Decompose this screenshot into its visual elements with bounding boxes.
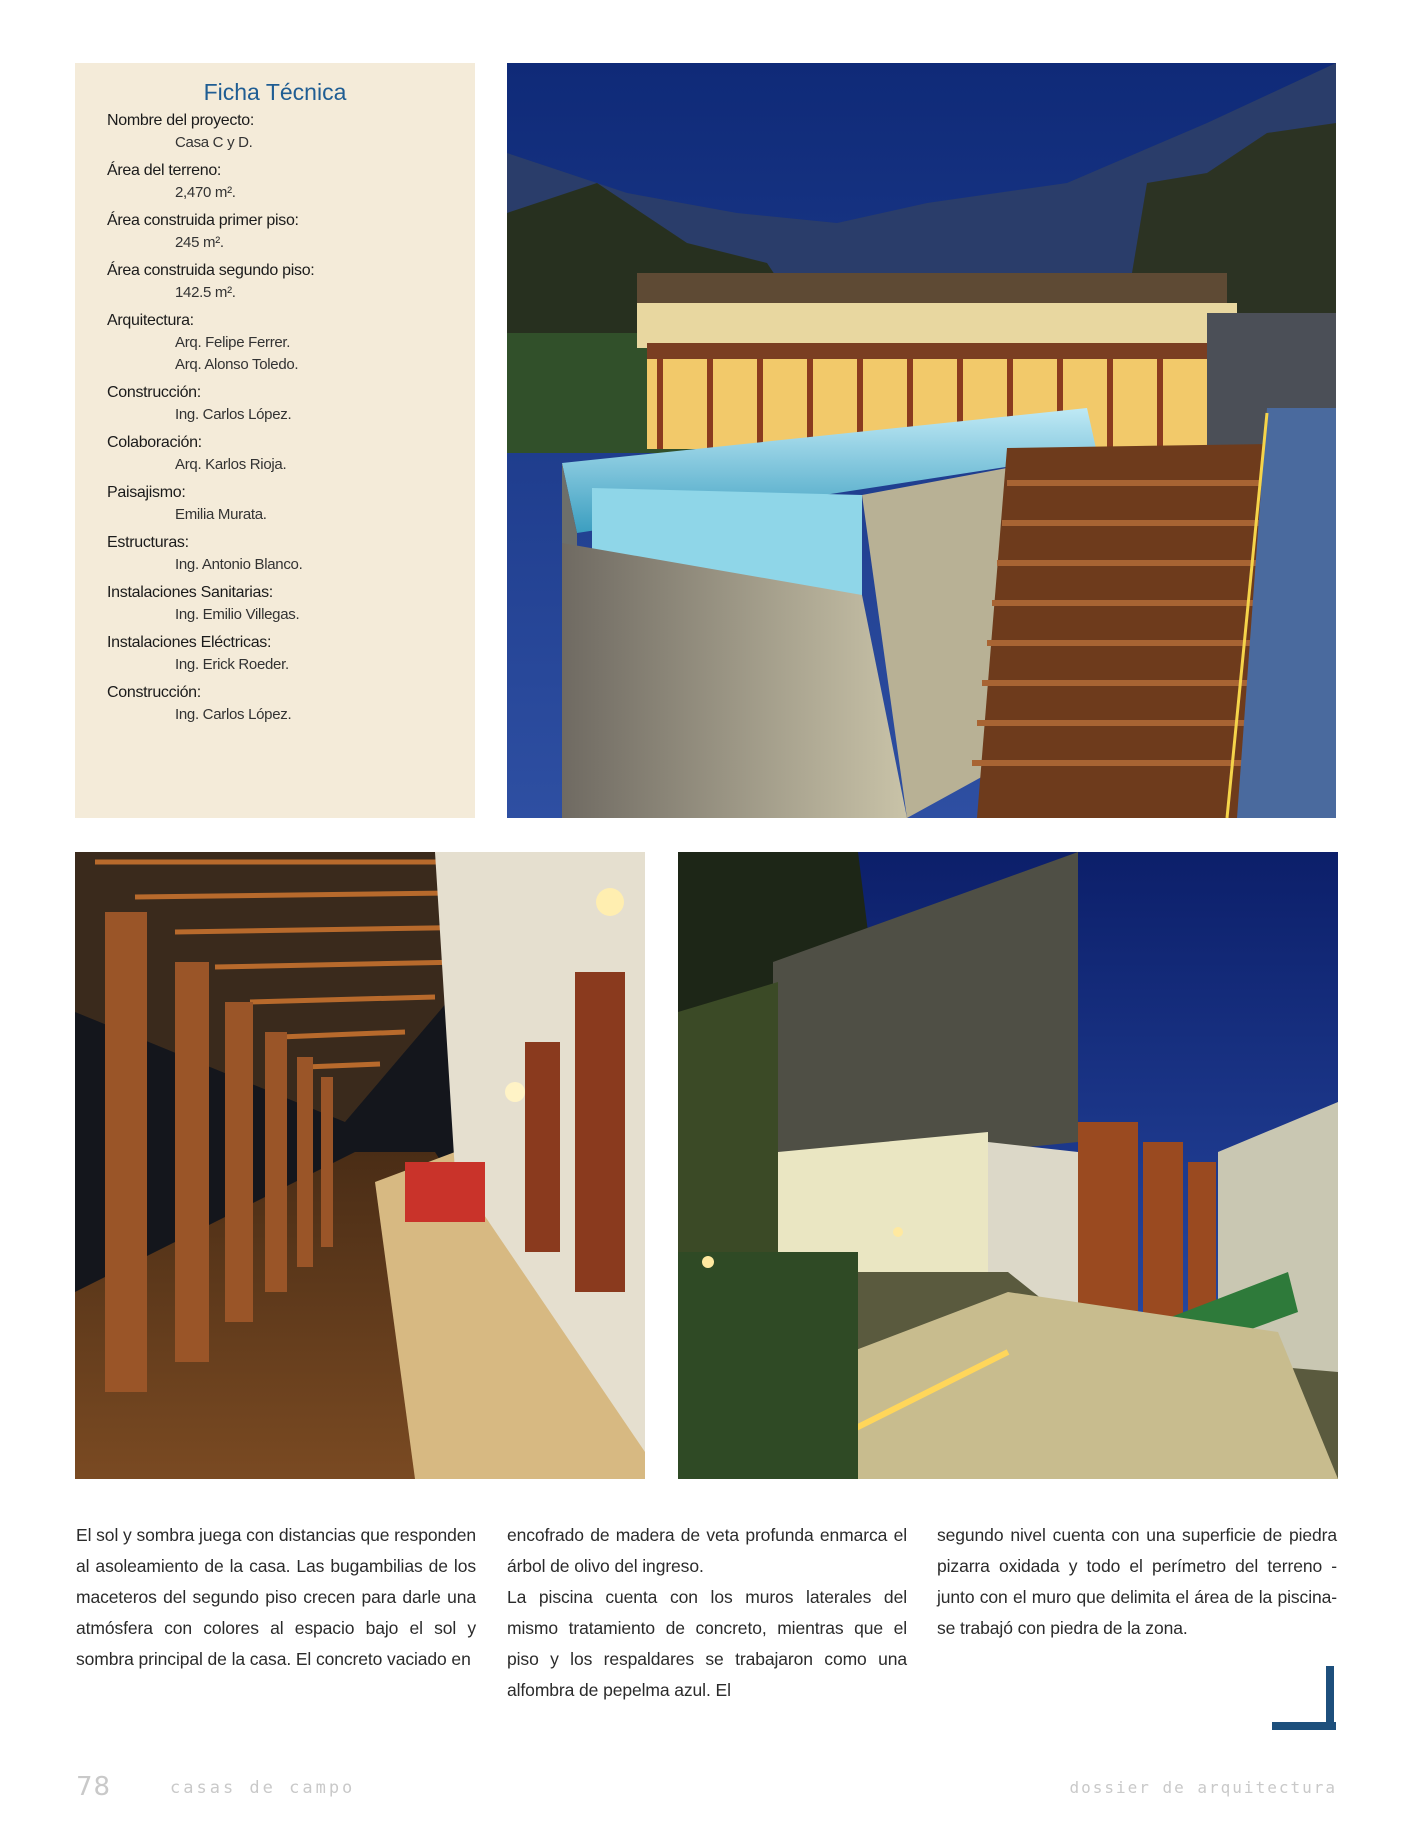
ficha-item <box>107 382 475 426</box>
ficha-item-value: Ing. Erick Roeder. <box>175 656 289 673</box>
magazine-name: casas de campo <box>170 1778 356 1798</box>
body-paragraph: La piscina cuenta con los muros laterales del mismo tratamiento de concreto, mientras que el piso y los respaldares se trabajaron como una alfombra de pepelma azul. El <box>507 1587 907 1700</box>
ficha-item-value: Ing. Antonio Blanco. <box>175 556 303 573</box>
ficha-item <box>107 482 475 526</box>
ficha-item-label: Arquitectura: <box>107 312 194 329</box>
section-name: dossier de arquitectura <box>1069 1778 1337 1797</box>
ficha-item <box>107 210 475 254</box>
ficha-item <box>107 310 475 376</box>
ficha-item <box>107 110 475 154</box>
courtyard-photo <box>678 852 1338 1479</box>
ficha-list <box>107 110 475 726</box>
ficha-item-label: Área del terreno: <box>107 162 222 179</box>
body-paragraph: segundo nivel cuenta con una superficie de piedra pizarra oxidada y todo el perímetro del terreno -junto con el muro que delimita el área de la piscina- se trabajó con piedra de la zona. <box>937 1525 1337 1638</box>
ficha-item-value: Arq. Felipe Ferrer. <box>175 334 291 351</box>
ficha-item <box>107 160 475 204</box>
ficha-tecnica-panel <box>75 63 475 818</box>
ficha-item <box>107 260 475 304</box>
ficha-item-value: Emilia Murata. <box>175 506 267 523</box>
ficha-item <box>107 532 475 576</box>
ficha-item-value: 2,470 m². <box>175 184 236 201</box>
ficha-item-value: Arq. Karlos Rioja. <box>175 456 287 473</box>
ficha-item-value: Ing. Carlos López. <box>175 706 292 723</box>
article-end-mark <box>1272 1666 1336 1730</box>
body-paragraph: encofrado de madera de veta profunda enmarca el árbol de olivo del ingreso. <box>507 1525 907 1576</box>
corridor-photo <box>75 852 645 1479</box>
body-paragraph: El sol y sombra juega con distancias que responden al asoleamiento de la casa. Las bugambilias de los maceteros del segundo piso crecen para darle una atmósfera con colores al espacio bajo el sol y sombra principal de la casa. El concreto vaciado en <box>76 1525 476 1669</box>
ficha-item-value: Arq. Alonso Toledo. <box>175 356 299 373</box>
ficha-item <box>107 582 475 626</box>
ficha-item-value: Casa C y D. <box>175 134 253 151</box>
ficha-item-value: 245 m². <box>175 234 224 251</box>
ficha-item <box>107 632 475 676</box>
ficha-title: Ficha Técnica <box>203 79 347 105</box>
body-column-2 <box>507 1520 907 1706</box>
ficha-item-label: Instalaciones Eléctricas: <box>107 634 272 651</box>
ficha-item <box>107 432 475 476</box>
ficha-item-label: Construcción: <box>107 684 201 701</box>
body-column-3 <box>937 1520 1337 1644</box>
ficha-item-value: 142.5 m². <box>175 284 236 301</box>
ficha-item-label: Instalaciones Sanitarias: <box>107 584 273 601</box>
body-column-1 <box>76 1520 476 1675</box>
pool-house-photo <box>507 63 1336 818</box>
ficha-item <box>107 682 475 726</box>
ficha-item-label: Área construida primer piso: <box>107 212 299 229</box>
ficha-item-value: Ing. Carlos López. <box>175 406 292 423</box>
ficha-item-label: Estructuras: <box>107 534 189 551</box>
ficha-item-value: Ing. Emilio Villegas. <box>175 606 300 623</box>
ficha-item-label: Área construida segundo piso: <box>107 262 315 279</box>
page-number: 78 <box>76 1772 112 1802</box>
ficha-item-label: Paisajismo: <box>107 484 186 501</box>
ficha-item-label: Nombre del proyecto: <box>107 112 254 129</box>
ficha-item-label: Construcción: <box>107 384 201 401</box>
ficha-item-label: Colaboración: <box>107 434 202 451</box>
